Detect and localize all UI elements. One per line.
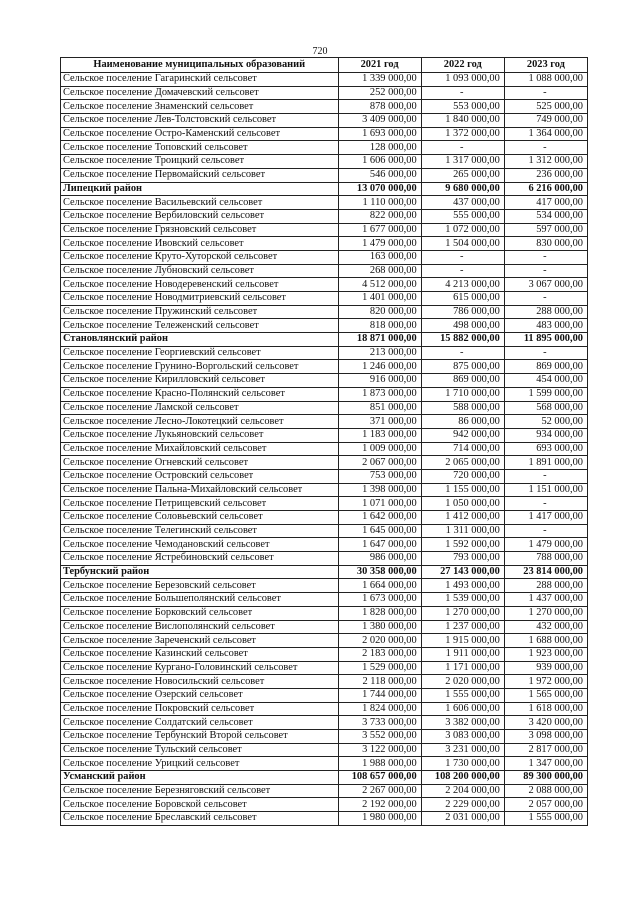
value-2023-cell: 3 098 000,00 [504, 730, 587, 744]
value-2022-cell: 2 065 000,00 [421, 456, 504, 470]
value-2023-cell: 454 000,00 [504, 374, 587, 388]
value-2021-cell: 268 000,00 [338, 264, 421, 278]
value-2022-cell: 108 200 000,00 [421, 771, 504, 785]
value-2023-cell: 11 895 000,00 [504, 333, 587, 347]
table-row [61, 168, 588, 182]
name-cell: Сельское поселение Михайловский сельсовет [61, 442, 339, 456]
value-2023-cell: 830 000,00 [504, 237, 587, 251]
table-row [61, 237, 588, 251]
value-2021-cell: 2 267 000,00 [338, 784, 421, 798]
name-cell: Сельское поселение Ивовский сельсовет [61, 237, 339, 251]
value-2022-cell: 1 311 000,00 [421, 524, 504, 538]
name-cell: Сельское поселение Пальна-Михайловский сельсовет [61, 483, 339, 497]
table-row [61, 812, 588, 826]
name-cell: Сельское поселение Бреславский сельсовет [61, 812, 339, 826]
name-cell: Тербунский район [61, 565, 339, 579]
value-2023-cell: 417 000,00 [504, 196, 587, 210]
value-2021-cell: 13 070 000,00 [338, 182, 421, 196]
value-2023-cell: - [504, 250, 587, 264]
value-2021-cell: 163 000,00 [338, 250, 421, 264]
value-2021-cell: 1 645 000,00 [338, 524, 421, 538]
name-cell: Сельское поселение Тульский сельсовет [61, 743, 339, 757]
name-cell: Сельское поселение Круто-Хуторской сельсовет [61, 250, 339, 264]
value-2022-cell: 1 911 000,00 [421, 647, 504, 661]
value-2022-cell: 498 000,00 [421, 319, 504, 333]
value-2023-cell: 1 923 000,00 [504, 647, 587, 661]
value-2023-cell: - [504, 141, 587, 155]
name-cell: Сельское поселение Березняговский сельсовет [61, 784, 339, 798]
value-2021-cell: 1 988 000,00 [338, 757, 421, 771]
value-2021-cell: 822 000,00 [338, 209, 421, 223]
value-2021-cell: 1 677 000,00 [338, 223, 421, 237]
table-row [61, 346, 588, 360]
name-cell: Сельское поселение Казинский сельсовет [61, 647, 339, 661]
district-row [61, 333, 588, 347]
value-2022-cell: 2 020 000,00 [421, 675, 504, 689]
value-2022-cell: - [421, 250, 504, 264]
value-2021-cell: 1 071 000,00 [338, 497, 421, 511]
table-row [61, 278, 588, 292]
value-2021-cell: 252 000,00 [338, 86, 421, 100]
value-2023-cell: 1 364 000,00 [504, 127, 587, 141]
value-2021-cell: 1 980 000,00 [338, 812, 421, 826]
name-cell: Сельское поселение Зареченский сельсовет [61, 634, 339, 648]
value-2023-cell: 788 000,00 [504, 552, 587, 566]
value-2023-cell: 2 088 000,00 [504, 784, 587, 798]
table-row [61, 223, 588, 237]
name-cell: Сельское поселение Островский сельсовет [61, 469, 339, 483]
value-2023-cell: - [504, 264, 587, 278]
name-cell: Сельское поселение Телегинский сельсовет [61, 524, 339, 538]
name-cell: Сельское поселение Первомайский сельсовет [61, 168, 339, 182]
value-2022-cell: 27 143 000,00 [421, 565, 504, 579]
value-2022-cell: 1 840 000,00 [421, 114, 504, 128]
table-row [61, 620, 588, 634]
value-2021-cell: 1 529 000,00 [338, 661, 421, 675]
table-body [61, 73, 588, 826]
name-cell: Сельское поселение Кургано-Головинский сельсовет [61, 661, 339, 675]
table-header-row [61, 58, 588, 73]
name-cell: Сельское поселение Вислополянский сельсовет [61, 620, 339, 634]
value-2021-cell: 2 118 000,00 [338, 675, 421, 689]
value-2021-cell: 1 664 000,00 [338, 579, 421, 593]
value-2022-cell: 1 237 000,00 [421, 620, 504, 634]
table-row [61, 524, 588, 538]
value-2022-cell: 2 204 000,00 [421, 784, 504, 798]
table-row [61, 114, 588, 128]
value-2023-cell: 236 000,00 [504, 168, 587, 182]
table-row [61, 292, 588, 306]
value-2021-cell: 3 552 000,00 [338, 730, 421, 744]
value-2023-cell: 939 000,00 [504, 661, 587, 675]
value-2022-cell: 86 000,00 [421, 415, 504, 429]
value-2023-cell: 1 270 000,00 [504, 606, 587, 620]
value-2023-cell: 6 216 000,00 [504, 182, 587, 196]
value-2023-cell: 693 000,00 [504, 442, 587, 456]
value-2023-cell: 288 000,00 [504, 579, 587, 593]
name-cell: Сельское поселение Большеполянский сельсовет [61, 593, 339, 607]
value-2023-cell: 1 555 000,00 [504, 812, 587, 826]
value-2021-cell: 1 009 000,00 [338, 442, 421, 456]
value-2022-cell: 15 882 000,00 [421, 333, 504, 347]
value-2022-cell: 1 372 000,00 [421, 127, 504, 141]
value-2021-cell: 916 000,00 [338, 374, 421, 388]
value-2021-cell: 4 512 000,00 [338, 278, 421, 292]
value-2022-cell: - [421, 86, 504, 100]
value-2021-cell: 1 828 000,00 [338, 606, 421, 620]
table-row [61, 86, 588, 100]
district-row [61, 182, 588, 196]
value-2022-cell: 875 000,00 [421, 360, 504, 374]
name-cell: Сельское поселение Гагаринский сельсовет [61, 73, 339, 87]
value-2021-cell: 1 401 000,00 [338, 292, 421, 306]
name-cell: Сельское поселение Топовский сельсовет [61, 141, 339, 155]
name-cell: Сельское поселение Ламской сельсовет [61, 401, 339, 415]
district-row [61, 565, 588, 579]
value-2023-cell: 869 000,00 [504, 360, 587, 374]
table-row [61, 141, 588, 155]
value-2023-cell: 1 088 000,00 [504, 73, 587, 87]
value-2022-cell: 1 050 000,00 [421, 497, 504, 511]
table-row [61, 456, 588, 470]
value-2021-cell: 1 246 000,00 [338, 360, 421, 374]
table-row [61, 757, 588, 771]
value-2023-cell: 2 057 000,00 [504, 798, 587, 812]
table-row [61, 730, 588, 744]
name-cell: Сельское поселение Знаменский сельсовет [61, 100, 339, 114]
value-2021-cell: 1 479 000,00 [338, 237, 421, 251]
value-2022-cell: 2 229 000,00 [421, 798, 504, 812]
name-cell: Сельское поселение Соловьевский сельсовет [61, 511, 339, 525]
table-row [61, 196, 588, 210]
value-2022-cell: 1 915 000,00 [421, 634, 504, 648]
value-2022-cell: - [421, 264, 504, 278]
value-2021-cell: 3 409 000,00 [338, 114, 421, 128]
page-number: 720 [312, 46, 328, 57]
name-cell: Сельское поселение Пружинский сельсовет [61, 305, 339, 319]
table-row [61, 675, 588, 689]
table-row [61, 155, 588, 169]
table-row [61, 442, 588, 456]
table-row [61, 593, 588, 607]
value-2022-cell: 1 555 000,00 [421, 688, 504, 702]
value-2022-cell: 3 382 000,00 [421, 716, 504, 730]
value-2023-cell: 3 067 000,00 [504, 278, 587, 292]
name-cell: Сельское поселение Грязновский сельсовет [61, 223, 339, 237]
value-2023-cell: 1 688 000,00 [504, 634, 587, 648]
table-row [61, 374, 588, 388]
table-row [61, 483, 588, 497]
value-2022-cell: 1 072 000,00 [421, 223, 504, 237]
value-2021-cell: 878 000,00 [338, 100, 421, 114]
value-2022-cell: 1 539 000,00 [421, 593, 504, 607]
value-2023-cell: 2 817 000,00 [504, 743, 587, 757]
value-2023-cell: - [504, 346, 587, 360]
table-row [61, 319, 588, 333]
value-2023-cell: 52 000,00 [504, 415, 587, 429]
name-cell: Сельское поселение Новосильский сельсовет [61, 675, 339, 689]
value-2023-cell: - [504, 292, 587, 306]
value-2021-cell: 128 000,00 [338, 141, 421, 155]
value-2021-cell: 2 183 000,00 [338, 647, 421, 661]
value-2021-cell: 18 871 000,00 [338, 333, 421, 347]
value-2022-cell: 1 317 000,00 [421, 155, 504, 169]
budget-table [60, 57, 588, 826]
value-2022-cell: 615 000,00 [421, 292, 504, 306]
value-2021-cell: 1 642 000,00 [338, 511, 421, 525]
value-2022-cell: 1 493 000,00 [421, 579, 504, 593]
value-2023-cell: 568 000,00 [504, 401, 587, 415]
table-row [61, 743, 588, 757]
table-row [61, 798, 588, 812]
value-2022-cell: 1 710 000,00 [421, 387, 504, 401]
name-cell: Сельское поселение Новодеревенский сельсовет [61, 278, 339, 292]
value-2023-cell: 1 618 000,00 [504, 702, 587, 716]
value-2023-cell: 1 437 000,00 [504, 593, 587, 607]
value-2022-cell: 9 680 000,00 [421, 182, 504, 196]
name-cell: Сельское поселение Лев-Толстовский сельсовет [61, 114, 339, 128]
table-row [61, 469, 588, 483]
table-row [61, 428, 588, 442]
value-2021-cell: 818 000,00 [338, 319, 421, 333]
value-2021-cell: 1 673 000,00 [338, 593, 421, 607]
value-2022-cell: 869 000,00 [421, 374, 504, 388]
value-2022-cell: 1 504 000,00 [421, 237, 504, 251]
value-2021-cell: 1 744 000,00 [338, 688, 421, 702]
table-row [61, 100, 588, 114]
name-cell: Сельское поселение Лесно-Локотецкий сельсовет [61, 415, 339, 429]
table-row [61, 73, 588, 87]
value-2023-cell: 749 000,00 [504, 114, 587, 128]
table-row [61, 579, 588, 593]
value-2021-cell: 1 398 000,00 [338, 483, 421, 497]
header-2022: 2022 год [421, 58, 504, 73]
table-row [61, 634, 588, 648]
value-2021-cell: 1 873 000,00 [338, 387, 421, 401]
name-cell: Липецкий район [61, 182, 339, 196]
name-cell: Сельское поселение Ястребиновский сельсовет [61, 552, 339, 566]
name-cell: Усманский район [61, 771, 339, 785]
table-row [61, 661, 588, 675]
value-2021-cell: 1 183 000,00 [338, 428, 421, 442]
value-2022-cell: 1 093 000,00 [421, 73, 504, 87]
value-2021-cell: 108 657 000,00 [338, 771, 421, 785]
value-2022-cell: 942 000,00 [421, 428, 504, 442]
value-2022-cell: 1 171 000,00 [421, 661, 504, 675]
value-2023-cell: 934 000,00 [504, 428, 587, 442]
value-2022-cell: 265 000,00 [421, 168, 504, 182]
value-2022-cell: 555 000,00 [421, 209, 504, 223]
value-2021-cell: 2 067 000,00 [338, 456, 421, 470]
table-row [61, 127, 588, 141]
name-cell: Сельское поселение Новодмитриевский сельсовет [61, 292, 339, 306]
name-cell: Сельское поселение Петрищевский сельсовет [61, 497, 339, 511]
value-2021-cell: 753 000,00 [338, 469, 421, 483]
value-2022-cell: 4 213 000,00 [421, 278, 504, 292]
value-2021-cell: 371 000,00 [338, 415, 421, 429]
value-2022-cell: 720 000,00 [421, 469, 504, 483]
value-2023-cell: 288 000,00 [504, 305, 587, 319]
table-row [61, 688, 588, 702]
table-row [61, 250, 588, 264]
value-2021-cell: 1 380 000,00 [338, 620, 421, 634]
name-cell: Сельское поселение Солдатский сельсовет [61, 716, 339, 730]
name-cell: Сельское поселение Борковский сельсовет [61, 606, 339, 620]
table-row [61, 702, 588, 716]
value-2021-cell: 2 192 000,00 [338, 798, 421, 812]
name-cell: Сельское поселение Лукьяновский сельсовет [61, 428, 339, 442]
value-2022-cell: 714 000,00 [421, 442, 504, 456]
table-row [61, 538, 588, 552]
value-2021-cell: 213 000,00 [338, 346, 421, 360]
value-2023-cell: 1 479 000,00 [504, 538, 587, 552]
value-2021-cell: 820 000,00 [338, 305, 421, 319]
value-2023-cell: - [504, 469, 587, 483]
table-row [61, 360, 588, 374]
value-2023-cell: 1 972 000,00 [504, 675, 587, 689]
value-2022-cell: - [421, 346, 504, 360]
value-2023-cell: 89 300 000,00 [504, 771, 587, 785]
value-2021-cell: 851 000,00 [338, 401, 421, 415]
value-2022-cell: 1 412 000,00 [421, 511, 504, 525]
value-2022-cell: 1 606 000,00 [421, 702, 504, 716]
value-2021-cell: 1 606 000,00 [338, 155, 421, 169]
table-row [61, 209, 588, 223]
name-cell: Сельское поселение Кирилловский сельсовет [61, 374, 339, 388]
header-2023: 2023 год [504, 58, 587, 73]
value-2022-cell: 1 592 000,00 [421, 538, 504, 552]
name-cell: Сельское поселение Боровской сельсовет [61, 798, 339, 812]
name-cell: Сельское поселение Урицкий сельсовет [61, 757, 339, 771]
name-cell: Сельское поселение Красно-Полянский сельсовет [61, 387, 339, 401]
table-row [61, 784, 588, 798]
value-2023-cell: - [504, 497, 587, 511]
table-row [61, 606, 588, 620]
value-2021-cell: 3 122 000,00 [338, 743, 421, 757]
value-2021-cell: 1 693 000,00 [338, 127, 421, 141]
name-cell: Сельское поселение Тербунский Второй сельсовет [61, 730, 339, 744]
table-row [61, 552, 588, 566]
value-2022-cell: 3 083 000,00 [421, 730, 504, 744]
value-2023-cell: 534 000,00 [504, 209, 587, 223]
value-2022-cell: 437 000,00 [421, 196, 504, 210]
table-row [61, 415, 588, 429]
header-municipality: Наименование муниципальных образований [61, 58, 339, 73]
value-2022-cell: 3 231 000,00 [421, 743, 504, 757]
table-row [61, 387, 588, 401]
value-2021-cell: 3 733 000,00 [338, 716, 421, 730]
value-2021-cell: 1 647 000,00 [338, 538, 421, 552]
value-2022-cell: 588 000,00 [421, 401, 504, 415]
value-2023-cell: 1 891 000,00 [504, 456, 587, 470]
value-2022-cell: 1 155 000,00 [421, 483, 504, 497]
table-row [61, 716, 588, 730]
name-cell: Сельское поселение Остро-Каменский сельсовет [61, 127, 339, 141]
value-2022-cell: 786 000,00 [421, 305, 504, 319]
name-cell: Сельское поселение Георгиевский сельсовет [61, 346, 339, 360]
name-cell: Сельское поселение Грунино-Воргольский сельсовет [61, 360, 339, 374]
value-2023-cell: - [504, 524, 587, 538]
value-2023-cell: 597 000,00 [504, 223, 587, 237]
name-cell: Сельское поселение Березовский сельсовет [61, 579, 339, 593]
value-2021-cell: 986 000,00 [338, 552, 421, 566]
table-row [61, 497, 588, 511]
value-2023-cell: 432 000,00 [504, 620, 587, 634]
name-cell: Сельское поселение Домачевский сельсовет [61, 86, 339, 100]
table-row [61, 511, 588, 525]
name-cell: Сельское поселение Огневский сельсовет [61, 456, 339, 470]
table-row [61, 264, 588, 278]
header-2021: 2021 год [338, 58, 421, 73]
value-2023-cell: 1 151 000,00 [504, 483, 587, 497]
value-2021-cell: 1 110 000,00 [338, 196, 421, 210]
name-cell: Сельское поселение Тележенский сельсовет [61, 319, 339, 333]
value-2022-cell: 553 000,00 [421, 100, 504, 114]
value-2023-cell: 1 347 000,00 [504, 757, 587, 771]
table-row [61, 401, 588, 415]
table-row [61, 305, 588, 319]
value-2022-cell: 1 270 000,00 [421, 606, 504, 620]
value-2022-cell: 793 000,00 [421, 552, 504, 566]
district-row [61, 771, 588, 785]
name-cell: Сельское поселение Озерский сельсовет [61, 688, 339, 702]
value-2023-cell: 1 312 000,00 [504, 155, 587, 169]
value-2023-cell: 525 000,00 [504, 100, 587, 114]
value-2023-cell: 1 599 000,00 [504, 387, 587, 401]
value-2023-cell: - [504, 86, 587, 100]
value-2022-cell: 1 730 000,00 [421, 757, 504, 771]
name-cell: Становлянский район [61, 333, 339, 347]
value-2021-cell: 1 824 000,00 [338, 702, 421, 716]
value-2022-cell: - [421, 141, 504, 155]
value-2023-cell: 1 417 000,00 [504, 511, 587, 525]
value-2021-cell: 546 000,00 [338, 168, 421, 182]
value-2021-cell: 1 339 000,00 [338, 73, 421, 87]
name-cell: Сельское поселение Покровский сельсовет [61, 702, 339, 716]
value-2021-cell: 30 358 000,00 [338, 565, 421, 579]
name-cell: Сельское поселение Чемодановский сельсовет [61, 538, 339, 552]
value-2022-cell: 2 031 000,00 [421, 812, 504, 826]
value-2023-cell: 483 000,00 [504, 319, 587, 333]
name-cell: Сельское поселение Троицкий сельсовет [61, 155, 339, 169]
value-2023-cell: 1 565 000,00 [504, 688, 587, 702]
name-cell: Сельское поселение Вербиловский сельсовет [61, 209, 339, 223]
name-cell: Сельское поселение Лубновский сельсовет [61, 264, 339, 278]
table-row [61, 647, 588, 661]
value-2023-cell: 23 814 000,00 [504, 565, 587, 579]
name-cell: Сельское поселение Васильевский сельсовет [61, 196, 339, 210]
value-2021-cell: 2 020 000,00 [338, 634, 421, 648]
value-2023-cell: 3 420 000,00 [504, 716, 587, 730]
